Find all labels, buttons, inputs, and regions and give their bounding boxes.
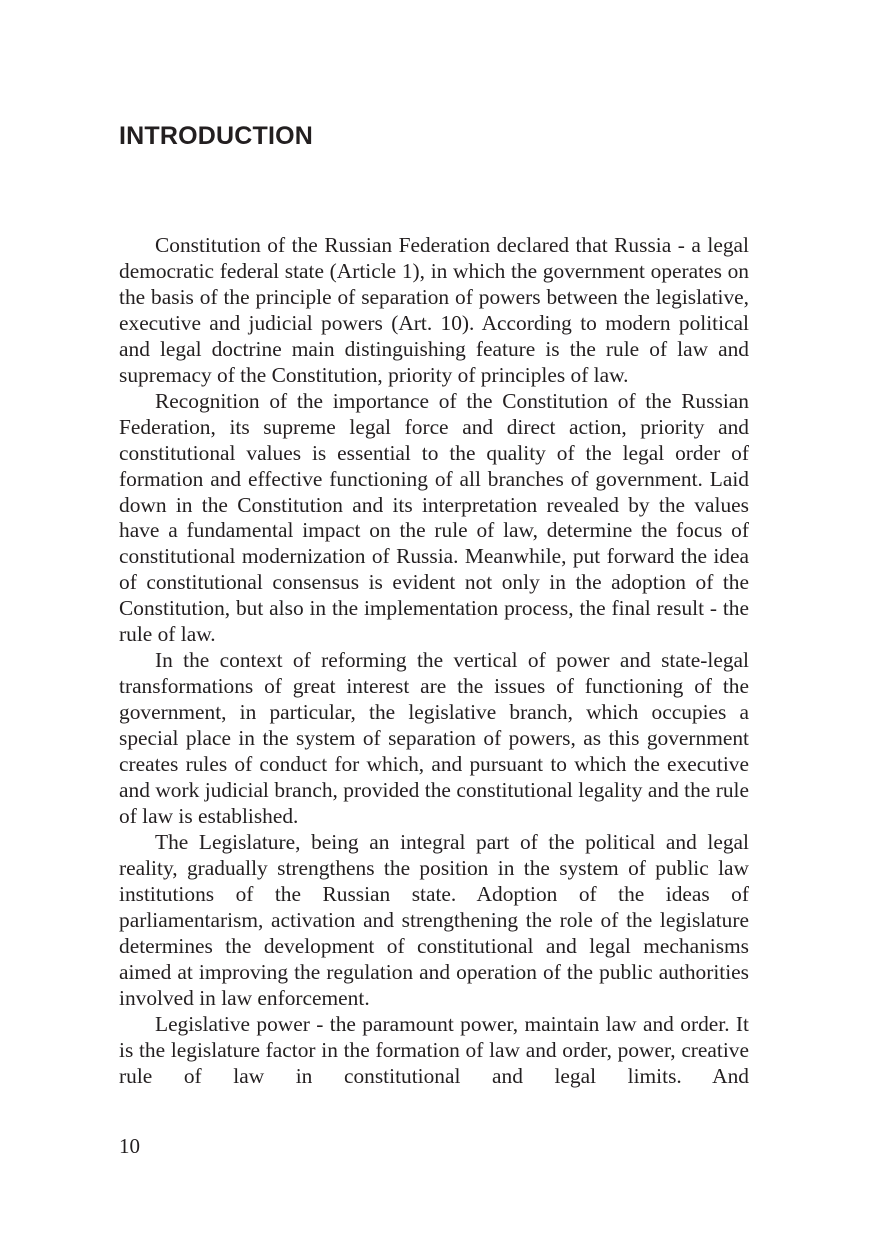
- paragraph-1: Constitution of the Russian Federation declared that Russia - a legal democratic federal state (Article 1), in which the government operates on the basis of the principle of separation of powers between the legislative, executive and judicial powers (Art. 10). According to modern political and legal doctrine main distinguishing feature is the rule of law and supremacy of the Constitution, priority of principles of law.: [119, 233, 749, 387]
- paragraph-2: Recognition of the importance of the Constitution of the Russian Federation, its supreme legal force and direct action, priority and constitutional values is essential to the quality of the legal order of formation and effective functioning of all branches of government. Laid down in the Constitution and its interpretation revealed by the values have a fundamental impact on the rule of law, determine the focus of constitutional modernization of Russia. Meanwhile, put forward the idea of constitutional consensus is evident not only in the adoption of the Constitution, but also in the implementation process, the final result - the rule of law.: [119, 388, 749, 647]
- section-heading: INTRODUCTION: [119, 122, 314, 150]
- paragraph-3: In the context of reforming the vertical of power and state-legal transformations of great interest are the issues of functioning of the government, in particular, the legislative branch, which occupies a special place in the system of separation of powers, as this government creates rules of conduct for which, and pursuant to which the executive and work judicial branch, provided the constitutional legality and the rule of law is established.: [119, 648, 749, 828]
- page-number: 10: [119, 1134, 140, 1158]
- paragraph-5: Legislative power - the paramount power, maintain law and order. It is the legislature factor in the formation of law and order, power, creative rule of law in constitutional and legal limits. And: [119, 1011, 749, 1088]
- body-text: [119, 233, 749, 1089]
- paragraph-4: The Legislature, being an integral part of the political and legal reality, gradually strengthens the position in the system of public law institutions of the Russian state. Adoption of the ideas of parliamentarism, activation and strengthening the role of the legislature determines the development of constitutional and legal mechanisms aimed at improving the regulation and operation of the public authorities involved in law enforcement.: [119, 829, 749, 1010]
